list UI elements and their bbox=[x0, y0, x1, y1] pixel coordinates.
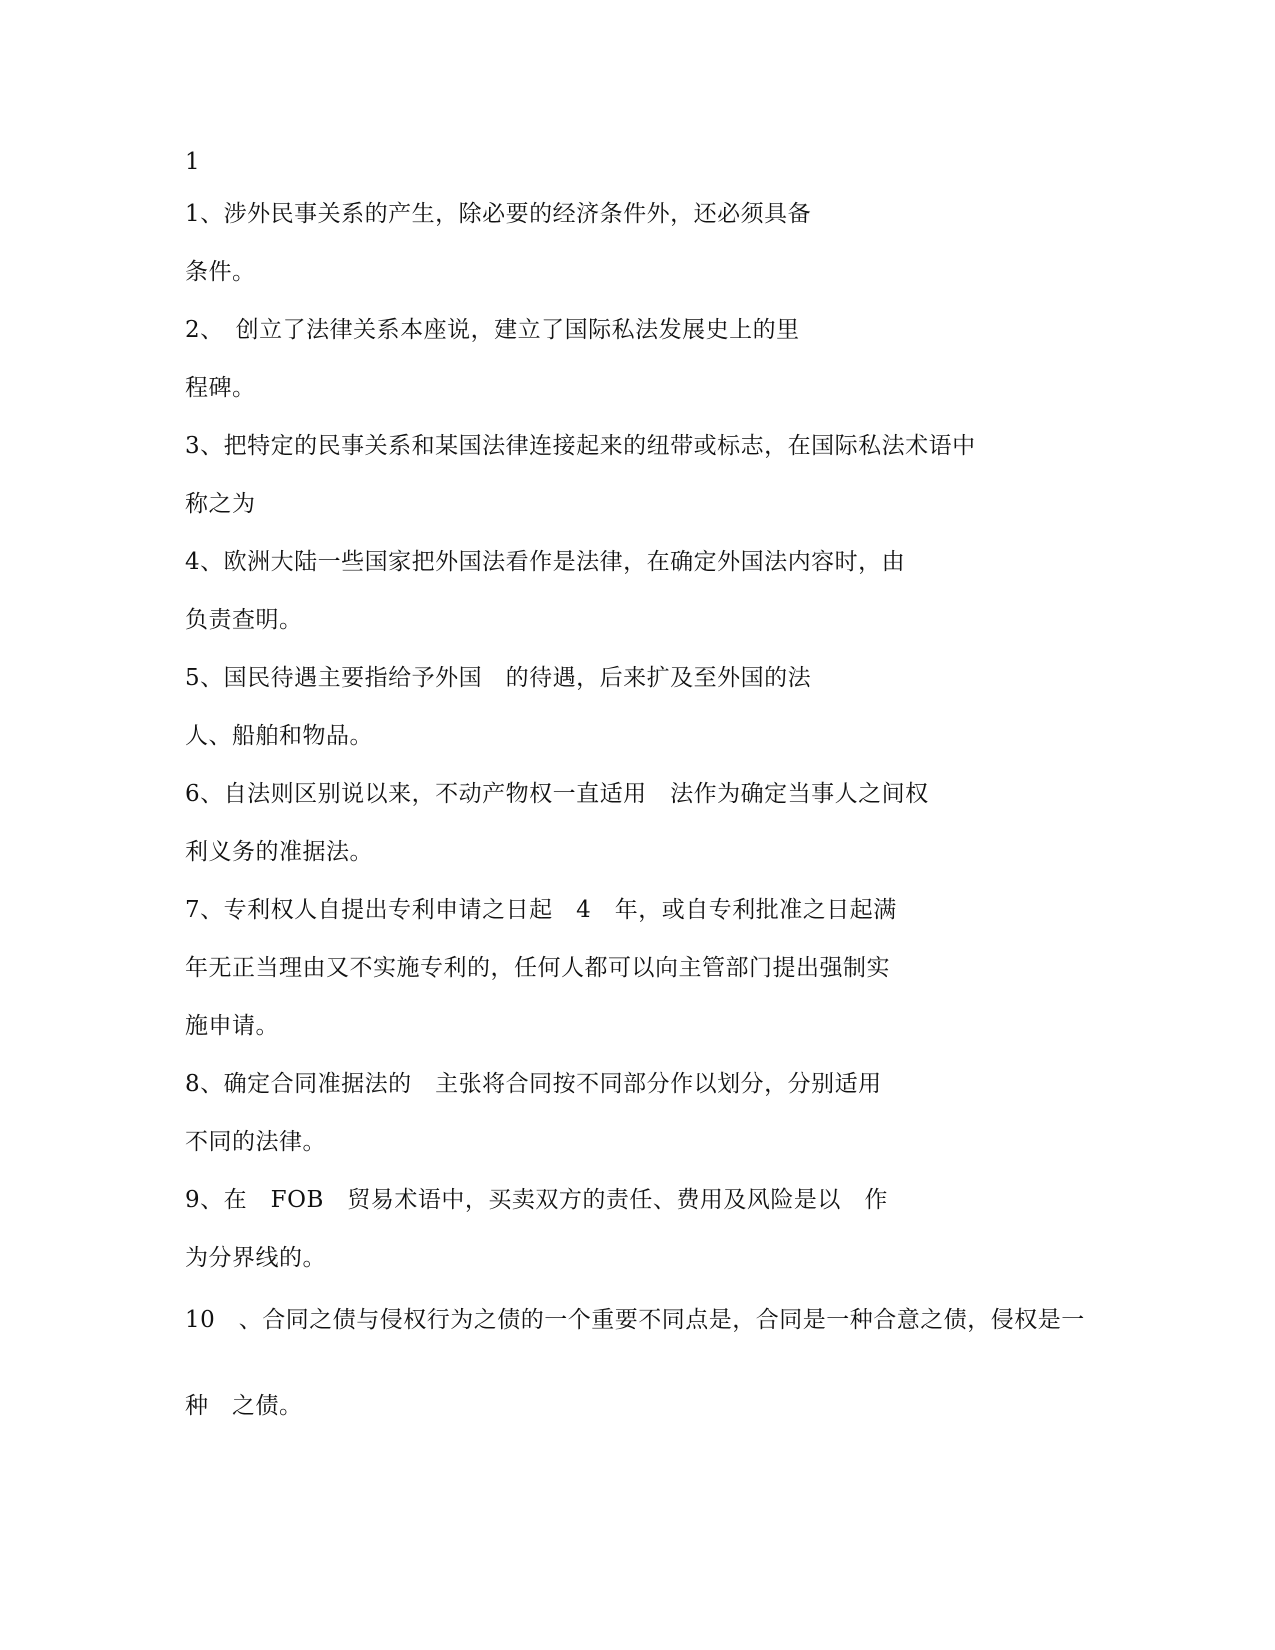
question-9-line-2: 为分界线的。 bbox=[185, 1245, 326, 1271]
question-2-line-1: 2、 创立了法律关系本座说，建立了国际私法发展史上的里 bbox=[185, 317, 800, 343]
question-7-line-3: 施申请。 bbox=[185, 1013, 279, 1039]
question-5-line-1: 5、国民待遇主要指给予外国 的待遇，后来扩及至外国的法 bbox=[185, 665, 812, 691]
question-1-line-1: 1、涉外民事关系的产生，除必要的经济条件外，还必须具备 bbox=[185, 201, 812, 227]
question-1-line-2: 条件。 bbox=[185, 259, 256, 285]
question-8-line-2: 不同的法律。 bbox=[185, 1129, 326, 1155]
question-2-line-2: 程碑。 bbox=[185, 375, 256, 401]
question-8-line-1: 8、确定合同准据法的 主张将合同按不同部分作以划分，分别适用 bbox=[185, 1071, 882, 1097]
page-number: 1 bbox=[185, 149, 201, 175]
question-10-line-2: 种 之债。 bbox=[185, 1393, 303, 1419]
question-7-line-2: 年无正当理由又不实施专利的，任何人都可以向主管部门提出强制实 bbox=[185, 955, 890, 981]
question-3-line-2: 称之为 bbox=[185, 491, 256, 517]
question-4-line-1: 4、欧洲大陆一些国家把外国法看作是法律，在确定外国法内容时，由 bbox=[185, 549, 906, 575]
question-7-line-1: 7、专利权人自提出专利申请之日起 4 年，或自专利批准之日起满 bbox=[185, 897, 897, 923]
question-6-line-2: 利义务的准据法。 bbox=[185, 839, 373, 865]
question-10-line-1: 10 、合同之债与侵权行为之债的一个重要不同点是，合同是一种合意之债，侵权是一 bbox=[185, 1307, 1085, 1333]
question-3-line-1: 3、把特定的民事关系和某国法律连接起来的纽带或标志，在国际私法术语中 bbox=[185, 433, 976, 459]
question-4-line-2: 负责查明。 bbox=[185, 607, 303, 633]
question-9-line-1: 9、在 FOB 贸易术语中，买卖双方的责任、费用及风险是以 作 bbox=[185, 1187, 888, 1213]
question-5-line-2: 人、船舶和物品。 bbox=[185, 723, 373, 749]
question-6-line-1: 6、自法则区别说以来，不动产物权一直适用 法作为确定当事人之间权 bbox=[185, 781, 929, 807]
